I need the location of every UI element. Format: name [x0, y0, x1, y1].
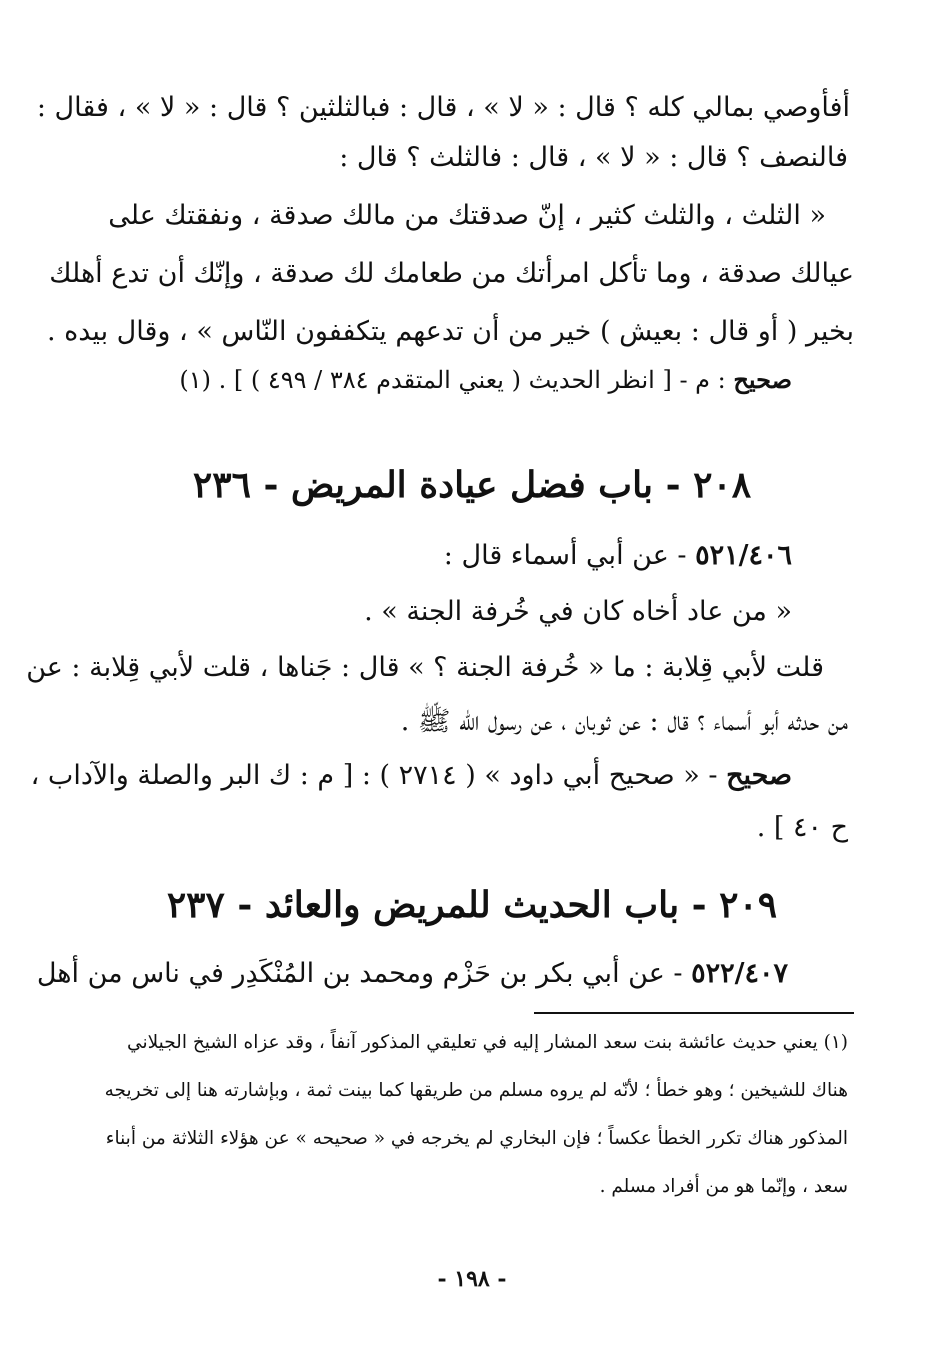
hadith-header: [36, 958, 788, 990]
grading-label: صحيح: [726, 760, 792, 791]
hadith-intro: - عن أبي أسماء قال :: [443, 540, 687, 571]
commentary-line: من حدثه أبو أسماء ؟ قال : عن ثوبان ، عن رسول الله ﷺ .: [400, 706, 848, 737]
grading-text: : م - [ انظر الحديث ( يعني المتقدم ٣٨٤ / ٤٩٩ ) ] . (١): [179, 366, 726, 394]
hadith-quote-line: بخير ( أو قال : بعيش ) خير من أن تدعهم يتكففون النّاس » ، وقال بيده .: [46, 316, 854, 347]
footnote-line: (١) يعني حديث عائشة بنت سعد المشار إليه في تعليقي المذكور آنفاً ، وقد عزاه الشيخ الجيلاني: [127, 1032, 848, 1053]
hadith-number: ٥٢٢/٤٠٧: [691, 958, 788, 989]
chapter-209-heading: ٢٠٩ - باب الحديث للمريض والعائد - ٢٣٧: [166, 884, 778, 926]
grading-line: ح ٤٠ ] .: [756, 812, 848, 843]
text-line: أفأوصي بمالي كله ؟ قال : « لا » ، قال : فبالثلثين ؟ قال : « لا » ، فقال :: [36, 92, 850, 123]
chapter-208-heading: ٢٠٨ - باب فضل عيادة المريض - ٢٣٦: [192, 464, 752, 506]
footnote-line: سعد ، وإنّما هو من أفراد مسلم .: [599, 1176, 848, 1197]
hadith-quote-line: « من عاد أخاه كان في خُرفة الجنة » .: [364, 596, 792, 627]
hadith-header: [92, 540, 792, 572]
hadith-number: ٥٢١/٤٠٦: [695, 540, 792, 571]
footnote-line: هناك للشيخين ؛ وهو خطأ ؛ لأنّه لم يروه مسلم من طريقها كما بينت ثمة ، وبإشارته هنا إلى تخريجه: [104, 1080, 848, 1101]
grading-line: [30, 760, 792, 792]
grading-line: [92, 366, 792, 395]
page-number: - ١٩٨ -: [437, 1266, 507, 1292]
grading-text: - « صحيح أبي داود » ( ٢٧١٤ ) : [ م : ك البر والصلة والآداب ،: [30, 760, 718, 791]
text-line: فالنصف ؟ قال : « لا » ، قال : فالثلث ؟ قال :: [339, 142, 848, 173]
commentary-line: قلت لأبي قِلابة : ما « خُرفة الجنة ؟ » قال : جَناها ، قلت لأبي قِلابة : عن: [26, 652, 824, 683]
hadith-intro: - عن أبي بكر بن حَزْم ومحمد بن المُنْكَدِر في ناس من أهل: [36, 958, 683, 989]
hadith-quote-line: « الثلث ، والثلث كثير ، إنّ صدقتك من مالك صدقة ، ونفقتك على: [108, 200, 826, 231]
footnote-line: المذكور هناك تكرر الخطأ عكساً ؛ فإن البخاري لم يخرجه في « صحيحه » عن هؤلاء الثلاثة من أبناء: [105, 1128, 848, 1149]
grading-label: صحيح: [733, 365, 792, 394]
hadith-quote-line: عيالك صدقة ، وما تأكل امرأتك من طعامك لك صدقة ، وإنّك أن تدع أهلك: [49, 258, 854, 289]
footnote-separator: [534, 1012, 854, 1014]
